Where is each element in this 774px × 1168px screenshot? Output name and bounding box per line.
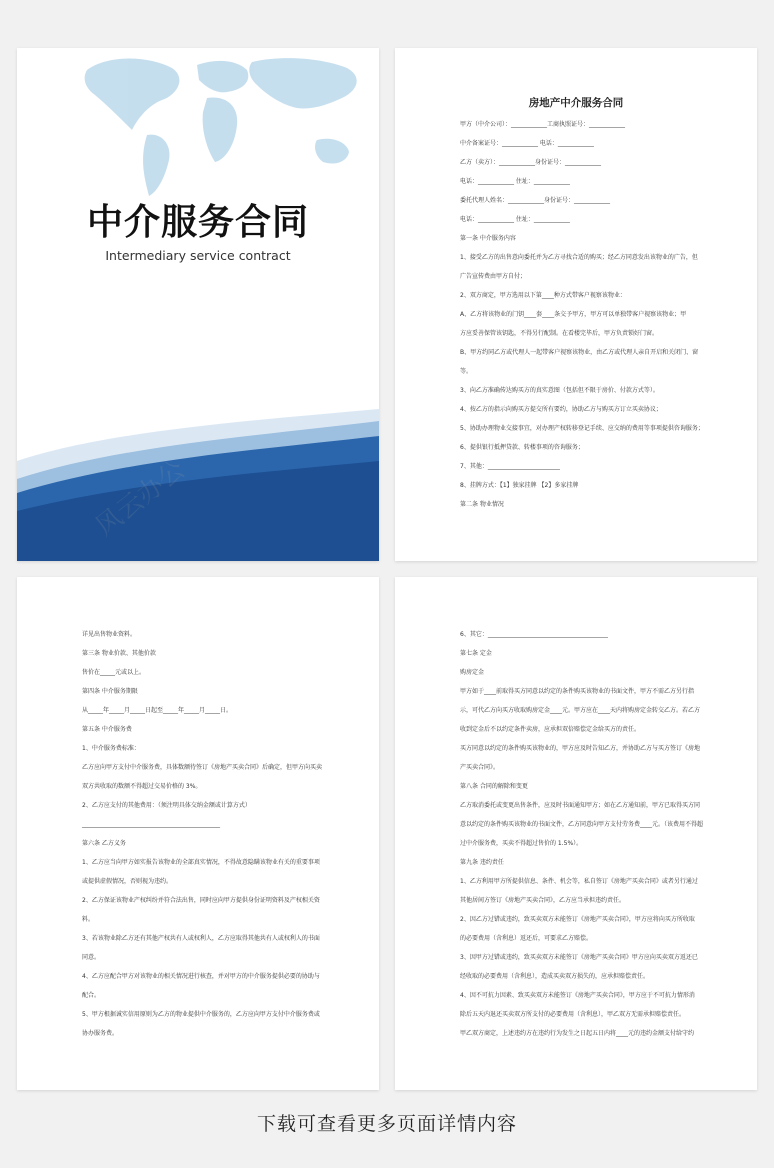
text-line: A、乙方将该物业的门钥____套____条交予甲方，甲方可以单独带客户视察该物业；甲 xyxy=(460,311,687,318)
text-line: 购房定金 xyxy=(460,669,485,676)
text-line: 第九条 违约责任 xyxy=(460,859,504,866)
text-line: 中介备案证号：____________ 电话：____________ xyxy=(460,140,594,147)
text-line: 配合。 xyxy=(82,992,101,999)
text-line: 示，可代乙方向买方收取购房定金____元。甲方应在____天内将购房定金转交乙方。若乙方 xyxy=(460,707,701,714)
text-line: 意以约定的条件购买该物业的书面文件，乙方同意向甲方支付劳务费____元。（该费用不得超 xyxy=(460,821,704,828)
contract-title: 房地产中介服务合同 xyxy=(528,97,624,109)
cover-wave-graphic xyxy=(17,401,379,561)
text-line: 3、若该物业除乙方还有其他产权共有人或权利人，乙方应取得其他共有人或权利人的书面 xyxy=(82,935,320,942)
page-body xyxy=(395,577,757,1090)
text-line: 乙方取消委托或变更出售条件，应及时书面通知甲方；如在乙方通知前，甲方已取得买方同 xyxy=(460,802,701,809)
cover-subtitle: Intermediary service contract xyxy=(105,248,291,263)
text-line: 第四条 中介服务期限 xyxy=(82,688,138,695)
text-line: 广告宣传费由甲方自付； xyxy=(460,273,527,280)
text-line: 1、乙方利用甲方所提供信息、条件、机会等，私自签订《房地产买卖合同》或者另行通过 xyxy=(460,878,698,885)
text-line: 过中介服务费，买卖不得超过售价的 1.5%）。 xyxy=(460,840,583,847)
text-line: 5、甲方根据诚实信用原则为乙方的物业提供中介服务的，乙方应向甲方支付中介服务费或 xyxy=(82,1011,320,1018)
text-line: 第五条 中介服务费 xyxy=(82,726,132,733)
text-line: 详见出售物业资料。 xyxy=(82,631,137,638)
text-line: 经收取的必要费用（含利息），造成买卖双方损失的，应承担赔偿责任。 xyxy=(460,973,650,980)
text-line: 甲方如于____前取得买方同意以约定的条件购买该物业的书面文件，甲方不需乙方另行指 xyxy=(460,688,695,695)
contract-page-3 xyxy=(395,577,757,1090)
page-body xyxy=(17,577,379,1090)
text-line: 4、因不可抗力因素、致买卖双方未能签订《房地产买卖合同》，甲方应于不可抗力情形消 xyxy=(460,992,695,999)
text-line: 2、因乙方过错或违约，致买卖双方未能签订《房地产买卖合同》，甲方应将向买方所收取 xyxy=(460,916,695,923)
contract-page-2 xyxy=(17,577,379,1090)
text-line: 甲方（中介公司）：____________工商执照证号：____________ xyxy=(460,121,626,128)
text-line: 乙方应向甲方支付中介服务费，具体数额待签订《房地产买卖合同》后确定，但甲方向买卖 xyxy=(82,764,323,771)
cover-title: 中介服务合同 xyxy=(86,202,309,243)
text-line: 2、乙方应支付的其他费用：（须注明具体交纳金额或计算方式） xyxy=(82,802,251,809)
text-line: ______________________________________________ xyxy=(82,821,220,828)
text-line: 5、协助办理物业交接事宜，对办理产权转移登记手续、应交纳的费用等事项提供咨询服务； xyxy=(460,425,704,432)
contract-page-1 xyxy=(395,48,757,561)
text-line: 第七条 定金 xyxy=(460,650,492,657)
text-line: B、甲方约同乙方或代理人一起带客户视察该物业，由乙方或代理人亲自开启和关闭门、窗 xyxy=(460,349,699,356)
download-caption: 下载可查看更多页面详情内容 xyxy=(256,1113,517,1135)
text-line: 甲乙双方商定，上述违约方在违约行为发生之日起五日内将____元的违约金额支付给守约 xyxy=(460,1030,695,1037)
cover-page xyxy=(17,48,379,561)
text-line: 的必要费用（含利息）返还后，可要求乙方赔偿。 xyxy=(460,935,593,942)
text-line: 买方同意以约定的条件购买该物业的，甲方应及时告知乙方，并协助乙方与买方签订《房地 xyxy=(460,745,701,752)
text-line: 第六条 乙方义务 xyxy=(82,840,126,847)
text-line: 委托代理人姓名：____________身份证号：____________ xyxy=(460,197,611,204)
text-line: 料。 xyxy=(82,916,95,923)
text-line: 除后五天内退还买卖双方所支付的必要费用（含利息），甲乙双方无需承担赔偿责任。 xyxy=(460,1011,686,1018)
text-line: 3、因甲方过错或违约，致买卖双方未能签订《房地产买卖合同》甲方应向买卖双方返还已 xyxy=(460,954,698,961)
text-line: 协办服务费。 xyxy=(82,1030,119,1037)
text-line: 6、其它：________________________________________ xyxy=(460,631,608,638)
text-line: 电话：____________ 住址：____________ xyxy=(460,216,570,223)
text-line: 第一条 中介服务内容 xyxy=(460,235,516,242)
text-line: 3、向乙方准确传达购买方的真实意图（包括但不限于房价、付款方式等）。 xyxy=(460,387,659,394)
text-line: 1、接受乙方的出售意向委托并为乙方寻找合适的购买；经乙方同意发出该物业的广告，但 xyxy=(460,254,698,261)
text-line: 同意。 xyxy=(82,954,101,961)
text-line: 7、其他：________________________ xyxy=(460,463,560,470)
text-line: 方应妥善保管该钥匙，不得另行配制。在看楼完毕后，甲方负责锁好门窗。 xyxy=(460,330,659,337)
text-line: 2、双方商定，甲方选用以下第____种方式带客户视察该物业： xyxy=(460,292,626,299)
text-line: 其他居间方签订《房地产买卖合同》，乙方应当承担违约责任。 xyxy=(460,897,626,904)
text-line: 产买卖合同》。 xyxy=(460,764,500,771)
text-line: 1、乙方应当向甲方如实报告该物业的全部真实情况，不得故意隐瞒该物业有关的重要事项 xyxy=(82,859,320,866)
text-line: 第三条 物业价款、其他价款 xyxy=(82,650,156,657)
page-body xyxy=(395,48,757,561)
text-line: 收到定金后不以约定条件卖房，应承担双倍赔偿定金给买方的责任。 xyxy=(460,726,641,733)
text-line: 或提供虚假情况，否则视为违约。 xyxy=(82,878,173,885)
text-line: 从_____年_____月_____日起至_____年_____月_____日。 xyxy=(82,707,233,714)
text-line: 1、中介服务费标准： xyxy=(82,745,140,752)
world-map-graphic xyxy=(77,50,367,200)
text-line: 4、按乙方的指示向购买方提交所有要约，协助乙方与购买方订立买卖协议； xyxy=(460,406,662,413)
text-line: 8、挂牌方式：【1】独家挂牌 【2】多家挂牌 xyxy=(460,482,579,489)
text-line: 电话：____________ 住址：____________ xyxy=(460,178,570,185)
text-line: 乙方（卖方）：____________身份证号：____________ xyxy=(460,159,602,166)
text-line: 第八条 合同的解除和变更 xyxy=(460,783,528,790)
text-line: 4、乙方应配合甲方对该物业的相关情况进行核查，并对甲方的中介服务提供必要的协助与 xyxy=(82,973,320,980)
text-line: 双方共收取的数额不得超过交易价格的 3%。 xyxy=(82,783,202,790)
text-line: 等。 xyxy=(460,368,473,375)
text-line: 6、提供银行抵押贷款、转楼事项的咨询服务； xyxy=(460,444,584,451)
text-line: 第二条 物业情况 xyxy=(460,501,504,508)
text-line: 2、乙方保证该物业产权纠纷并符合法出售，同时应向甲方提供身份证明资料及产权相关资 xyxy=(82,897,320,904)
text-line: 售价在_____元或以上。 xyxy=(82,669,146,676)
